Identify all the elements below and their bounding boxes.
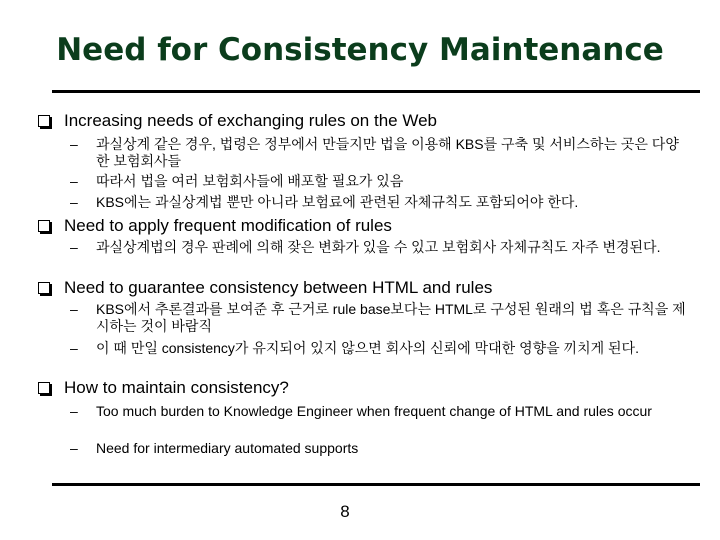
sub-text: KBS에서 추론결과를 보여준 후 근거로 rule base보다는 HTML로 구성된 원래의 법 혹은 규칙을 제시하는 것이 바람직	[96, 301, 686, 334]
bullet-text: How to maintain consistency?	[64, 378, 289, 397]
checkbox-bullet-icon	[38, 115, 50, 127]
page-number: 8	[340, 502, 350, 521]
dash-icon: –	[70, 301, 78, 317]
sub-text: Need for intermediary automated supports	[96, 440, 359, 456]
sub-text: 과실상계 같은 경우, 법령은 정부에서 만들지만 법을 이용해 KBS를 구축 및 서비스하는 곳은 다양한 보험회사들	[96, 136, 679, 169]
dash-icon: –	[70, 173, 78, 189]
bullet-text: Need to apply frequent modification of rules	[64, 216, 392, 235]
sub-text: 과실상계법의 경우 판례에 의해 잦은 변화가 있을 수 있고 보험회사 자체규칙도 자주 변경된다.	[96, 239, 661, 255]
sub-text: 따라서 법을 여러 보험회사들에 배포할 필요가 있음	[96, 173, 404, 189]
bottom-divider	[52, 483, 700, 486]
dash-icon: –	[70, 239, 78, 255]
sub-text: KBS에는 과실상계법 뿐만 아니라 보험료에 관련된 자체규칙도 포함되어야 한다.	[96, 194, 579, 210]
dash-icon: –	[70, 194, 78, 210]
checkbox-bullet-icon	[38, 282, 50, 294]
sub-text: 이 때 만일 consistency가 유지되어 있지 않으면 회사의 신뢰에 막대한 영향을 끼치게 된다.	[96, 340, 639, 356]
top-divider	[52, 90, 700, 93]
bullet-text: Increasing needs of exchanging rules on the Web	[64, 111, 437, 130]
sub-text: Too much burden to Knowledge Engineer when frequent change of HTML and rules occur	[96, 403, 652, 419]
dash-icon: –	[70, 136, 78, 152]
dash-icon: –	[70, 340, 78, 356]
checkbox-bullet-icon	[38, 382, 50, 394]
dash-icon: –	[70, 440, 78, 456]
dash-icon: –	[70, 403, 78, 419]
bullet-text: Need to guarantee consistency between HTML and rules	[64, 278, 493, 297]
checkbox-bullet-icon	[38, 220, 50, 232]
slide-title: Need for Consistency Maintenance	[56, 32, 664, 68]
